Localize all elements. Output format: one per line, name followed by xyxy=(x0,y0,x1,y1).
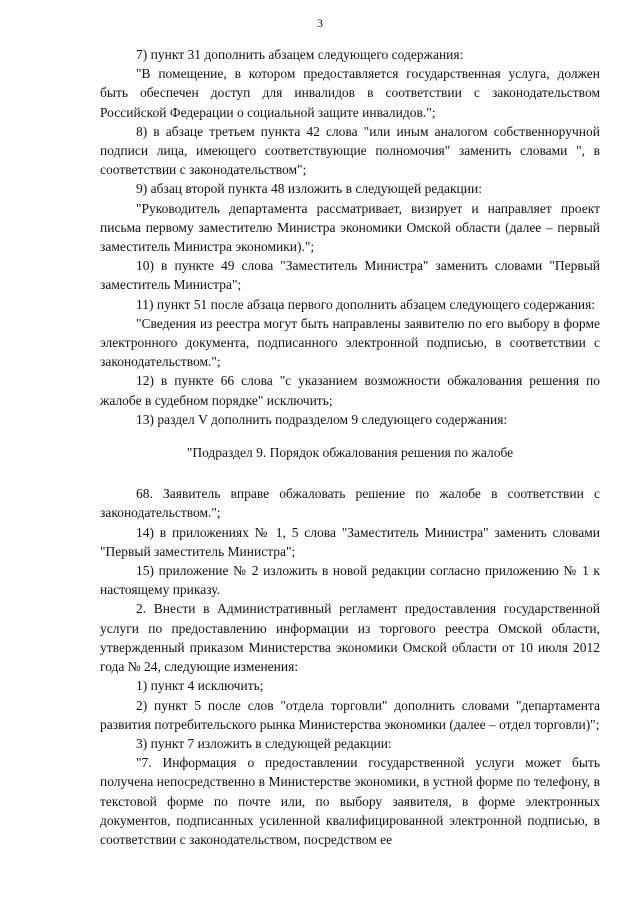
paragraph: 15) приложение № 2 изложить в новой редакции согласно приложению № 1 к настоящему приказу. xyxy=(100,563,600,598)
paragraph: 7) пункт 31 дополнить абзацем следующего содержания: xyxy=(136,47,464,62)
paragraph: 68. Заявитель вправе обжаловать решение по жалобе в соответствии с законодательством."; xyxy=(100,486,600,521)
paragraph: "Сведения из реестра могут быть направлены заявителю по его выбору в форме электронного документа, подписанного электронной подписью, в соответствии с законодательством."; xyxy=(100,315,600,370)
paragraph: 12) в пункте 66 слова "с указанием возможности обжалования решения по жалобе в судебном порядке" исключить; xyxy=(100,373,600,408)
paragraph: "В помещение, в котором предоставляется государственная услуга, должен быть обеспечен доступ для инвалидов в соответствии с законодательством Российской Федерации о социальной защите инвалидов."; xyxy=(100,66,600,120)
paragraph: 13) раздел V дополнить подразделом 9 следующего содержания: xyxy=(136,411,508,427)
paragraph: 3) пункт 7 изложить в следующей редакции: xyxy=(136,735,392,751)
paragraph: 2. Внести в Административный регламент предоставления государственной услуги по предоставлению информации из торгового реестра Омской области, утвержденный приказом Министерства экономики Омской области от 10 июля 2012 года № 24, следующие изменения: xyxy=(100,601,600,675)
paragraph: 2) пункт 5 после слов "отдела торговли" дополнить словами "департамента развития потребительского рынка Министерства экономики (далее – отдел торговли)"; xyxy=(100,697,600,732)
paragraph: 9) абзац второй пункта 48 изложить в следующей редакции: xyxy=(136,181,482,197)
page-number: 3 xyxy=(317,16,323,30)
paragraph: 14) в приложениях № 1, 5 слова "Заместитель Министра" заменить словами "Первый заместитель Министра"; xyxy=(100,524,600,559)
paragraph: 8) в абзаце третьем пункта 42 слова "или иным аналогом собственноручной подписи лица, имеющего соответствующие полномочия" заменить словами ", в соответствии с законодательством"; xyxy=(100,123,600,178)
paragraph: "Руководитель департамента рассматривает, визирует и направляет проект письма первому заместителю Министра экономики Омской области (далее – первый заместитель Министра экономики)."; xyxy=(100,200,600,255)
paragraph: "7. Информация о предоставлении государственной услуги может быть получена непосредственно в Министерстве экономики, в устной форме по телефону, в текстовой форме по почте или, по выбору заявителя, в форме электронных документов, подписанных усиленной квалифицированной электронной подписью, в соответствии с законодательством, посредством ее xyxy=(100,755,600,847)
paragraph: 10) в пункте 49 слова "Заместитель Министра" заменить словами "Первый заместитель Министра"; xyxy=(100,258,600,293)
document-body xyxy=(100,45,600,849)
paragraph: 1) пункт 4 исключить; xyxy=(136,678,264,694)
paragraph: 11) пункт 51 после абзаца первого дополнить абзацем следующего содержания: xyxy=(136,296,596,312)
subsection-heading: "Подраздел 9. Порядок обжалования решения по жалобе xyxy=(186,445,514,461)
